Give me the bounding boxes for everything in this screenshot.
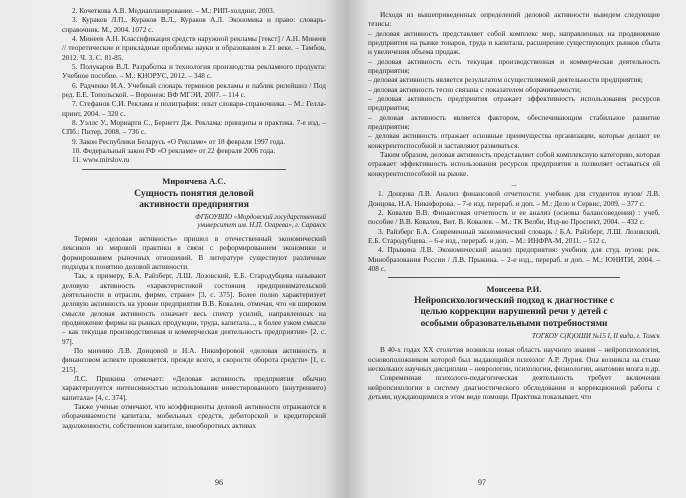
reference-item: 3. Райзберг Б.А. Современный экономический словарь / Б.А. Райзберг, Л.Ш. Лозовский, Е.Б. Стародубцева. – 6-е изд., перераб. и доп. – М.: ИНФРА-М, 2011. – 512 с. [368,226,660,245]
thesis-item: – деловая активность предприятия отражает эффективность использования ресурсов предприятия; [368,93,660,113]
reference-item: 2. Кочеткова А.В. Медиапланирование. – М.: РИП-холдинг, 2003. [72,6,275,15]
reference-item: 4. Прыкина Л.В. Экономический анализ предприятия: учебник для студ. вузов: рек. Минобразования России / Л.В. Прыкина. – 2-е изд., перераб. и доп. – М.: ЮНИТИ, 2004. – 408 с. [368,245,660,273]
body-paragraph: Так, к примеру, Б.А. Райзберг, Л.Ш. Лозовский, Е.Б. Стародубцева называют деловую активность «характеристикой состояния предпринимательской деятельности в отрасли, фирме, стране» [3, с. 375]. Более полно характеризует деловую активность на уровне предприятия В.В. Ковалев, отмечая, что «в широком смысле деловая активность означает весь спектр усилий, направленных на продвижение фирмы на рынках продукции, труда, капитала..., в более узком смысле – как текущая производственная и коммерческая деятельность предприятия» [2, с. 97]. [62,271,326,346]
reference-item: 5. Полукаров В.Л. Разработка и технология производства рекламного продукта: Учебное пособие. – М.: КНОРУС, 2012. – 348 с. [62,61,326,81]
right-page [348,0,686,498]
ellipsis-separator: ... [511,178,517,188]
reference-item: 10. Федеральный закон РФ «О рекламе» от 22 февраля 2006 года. [72,145,276,155]
article-title-line: целью коррекции нарушений речи у детей с [420,307,608,318]
reference-item: 3. Кураков Л.П., Кураков В.Л., Кураков А.Л. Экономика и право: словарь-справочник. М., 2004. 1072 с. [62,15,326,34]
article-title [62,188,326,211]
affiliation-line: университет им. Н.П. Огарева», г. Саранск [197,221,326,229]
reference-list [368,189,660,273]
reference-url: 11. www.mirslov.ru [72,155,130,165]
body-paragraph: В 40-х годах XX столетия возникла новая область научного знания – нейропсихология, основоположником которой был выдающийся психолог А.Р. Лурия. Она возникла на стыке нескольких научных дисциплин – неврологии, психологии, физиологии, анатомии мозга и др. [368,345,660,373]
section-divider [388,277,620,278]
reference-item: 9. Закон Республики Беларусь «О Рекламе» от 18 февраля 1997 года. [72,136,286,146]
article-title-line: Сущность понятия деловой [134,187,254,199]
article-author: Мирончева А.С. [162,175,226,186]
body-paragraph: По мнению Л.В. Донцовой и Н.А. Никифоровой «деловая активность в финансовом аспекте проявляется, прежде всего, в скорости оборота средств» [1, с. 215]. [62,346,326,374]
article-title-line: особыми образовательными потребностями [420,318,608,329]
article-title [368,296,660,330]
summary-paragraph: Таким образом, деловая активность представляет собой комплексную категорию, которая отражает эффективность использования ресурсов предприятия и позволяет оставаться ей конкурентоспособной на рынке. [368,149,660,178]
body-paragraph: Термин «деловая активность» пришел в отечественный экономический лексикон из мировой практики в связи с реформированием экономики и формированием рыночных отношений. В литературе существуют различные подходы к понятию деловой активности. [62,234,326,272]
thesis-item: – деловая активность тесно связана с показателем оборачиваемости; [368,84,582,94]
thesis-item: – деловая активность является результатом осуществляемой деятельности предприятия; [368,75,643,85]
reference-item: 2. Ковалев В.В. Финансовая отчетность и ее анализ (основы балансоведения) : учеб. пособие / В.В. Ковалев, Вит. В. Ковалев. – М.: ТК Велби, Изд-во Проспект, 2004. – 432 с. [368,207,660,227]
article-body [62,234,326,430]
page-number: 96 [215,477,223,487]
article-title-line: активности предприятия [139,199,249,211]
reference-item: 7. Стефанов С.И. Реклама и полиграфия: опыт словаря-справочника. – М.: Гелла-принт, 2004. – 320 с. [62,99,326,118]
intro-paragraph: Исходя из вышеприведенных определений деловой активности выведем следующие тезисы: [368,10,660,29]
affiliation-line: ФГБОУВПО «Мордовский государственный [195,213,326,221]
body-paragraph: Л.С. Пршкина отмечает: «Деловая активность предприятия обычно характеризуется интенсивностью использования инвестированного (внутреннего) капитала» [4, с. 374]. [62,374,326,402]
section-divider [82,169,286,170]
reference-item: 4. Минеев А.Н. Классификация средств наружной рекламы [текст] / А.Н. Минеев // теоретические и прикладные проблемы науки и образования в 21 веке. – Тамбов, 2012. Ч. 3. С. 81-85. [62,33,326,62]
article-affiliation: ТОГКОУ С(К)ОШИ №15 I, II вида, г. Томск [532,333,660,341]
thesis-item: – деловая активность представляет собой комплекс мер, направленных на продвижение предприятия на рынке товаров, труда и капитала, расширение существующих рынков сбыта и увеличения объема продаж. [368,28,660,57]
reference-item: 8. Уэллс У., Мориарти С., Бернетт Дж. Реклама: принципы и практика. 7-е изд. – СПб.: Питер, 2008. – 736 с. [62,117,326,137]
thesis-item: – деловая активность отражает основные преимущества организации, которые делают ее конкурентоспособной и заставляют развиваться. [368,131,660,150]
thesis-list [368,29,660,150]
article-author: Моисеева Р.И. [486,284,542,295]
thesis-item: – деловая активность есть текущая производственная и коммерческая деятельность предприятия; [368,56,660,75]
reference-item: 1. Донцова Л.В. Анализ финансовой отчетности: учебник для студентов вузов/ Л.В. Донцова, Н.А. Никифорова. – 7-е изд. перераб. и доп. – М.: Дело и Сервис, 2009. – 377 с. [368,189,660,208]
article-affiliation [62,214,326,231]
body-paragraph: Современная психолого-педагогическая деятельность требует включения нейропсихологии в систему диагностического обследования и коррекционной работы с детьми, нуждающимися в этом виде помощи. Практика показывает, что [368,373,660,401]
page-number: 97 [478,477,486,487]
article-body [368,345,660,401]
reference-item: 6. Радченко И.А. Учебный словарь терминов рекламы и паблик рилейшнз / Под ред. Е.Е. Топольской. – Воронеж: ВФ МГЭИ, 2007. – 114 с. [62,80,326,99]
thesis-item: – деловая активность является фактором, обеспечивающим стабильное развитие предприятия; [368,112,660,131]
body-paragraph: Также ученые отмечают, что коэффициенты деловой активности отражаются в оборачиваемости капитала, мобильных средств, дебиторской и кредиторской задолженности, собственном капитале, внеоборотных активах [62,402,326,430]
reference-list-top [62,6,326,165]
article-title-line: Нейропсихологический подход к диагностике с [414,296,614,307]
